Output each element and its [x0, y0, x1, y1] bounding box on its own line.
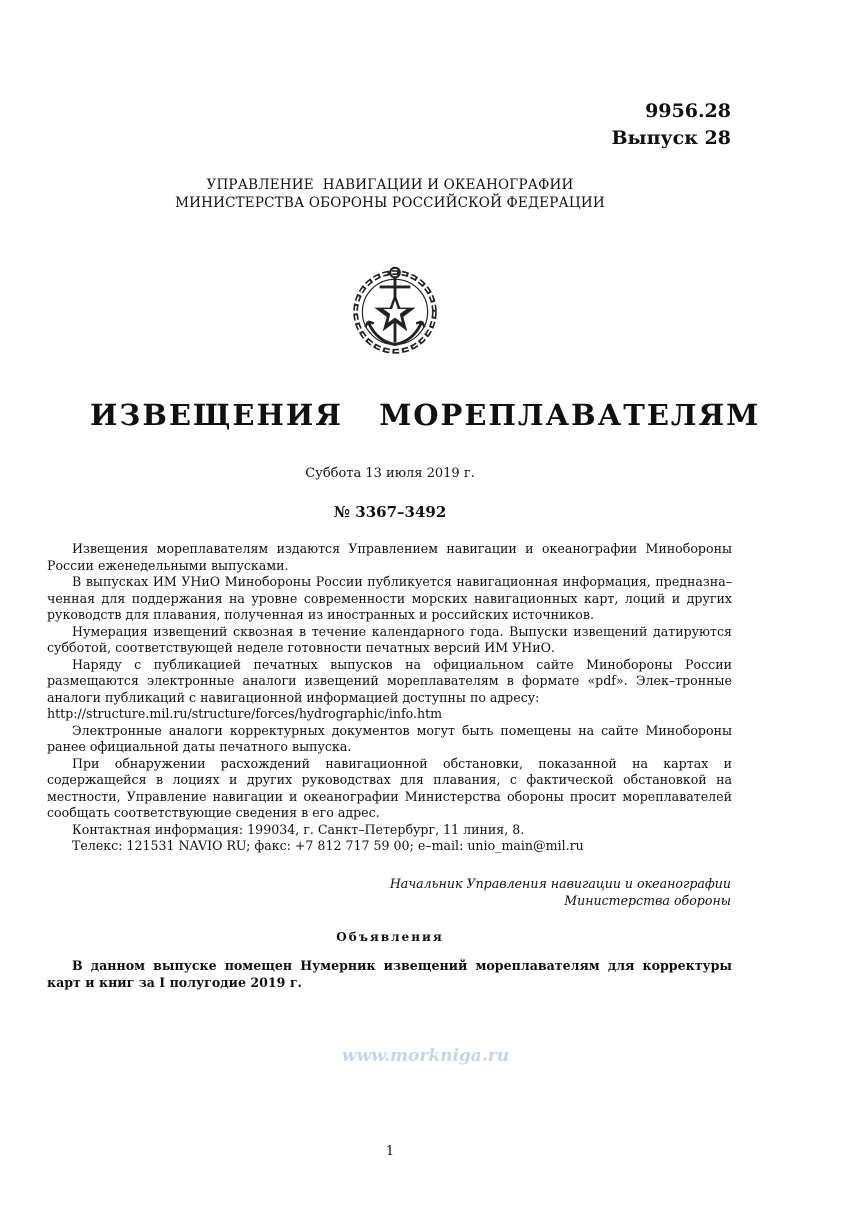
- telex-fax-email: Телекс: 121531 NAVIO RU; факс: +7 812 717 59 00; e–mail: unio_main@mil.ru: [72, 838, 584, 853]
- intro-paragraph-3: Нумерация извещений сквозная в течение календарного года. Выпуски извещений датируются субботой, соответствующей неделе готовности печатных версий ИМ УНиО.: [47, 623, 732, 655]
- intro-paragraph-2: В выпусках ИМ УНиО Минобороны России публикуется навигационная информация, предназна–ченная для поддержания на уровне современности морских навигационных карт, лоций и других руководств для плавания, полученная из иностранных и российских источников.: [47, 574, 732, 622]
- intro-paragraph-6: При обнаружении расхождений навигационной обстановки, показанной на картах и содержащейся в лоциях и других руководствах для плавания, с фактической обстановкой на местности, Управление навигации и океанографии Министерства обороны просит мореплавателей сообщать соответствующие сведения в его адрес.: [47, 755, 732, 820]
- agency-name-line2: МИНИСТЕРСТВА ОБОРОНЫ РОССИЙСКОЙ ФЕДЕРАЦИИ: [175, 195, 605, 211]
- page-title: ИЗВЕЩЕНИЯ МОРЕПЛАВАТЕЛЯМ: [90, 398, 761, 432]
- issue-date: Суббота 13 июля 2019 г.: [305, 466, 475, 481]
- intro-paragraph-5: Электронные аналоги корректурных документов могут быть помещены на сайте Минобороны ранее официальной даты печатного выпуска.: [47, 722, 732, 754]
- contact-info: Контактная информация: 199034, г. Санкт–Петербург, 11 линия, 8.: [72, 821, 525, 837]
- anchor-star-chain-emblem-icon: [347, 262, 443, 358]
- intro-paragraph-4: Наряду с публикацией печатных выпусков на официальном сайте Минобороны России размещаются электронные аналоги извещений мореплавателям в формате «pdf». Элек–тронные аналоги публикаций с навигационной информацией доступны по адресу:: [47, 656, 732, 705]
- signature-line2: Министерства обороны: [564, 893, 731, 908]
- notice-number-range: № 3367–3492: [333, 503, 447, 521]
- page-number: 1: [385, 1144, 395, 1159]
- document-code: 9956.28: [645, 100, 731, 122]
- agency-name-line1: УПРАВЛЕНИЕ НАВИГАЦИИ И ОКЕАНОГРАФИИ: [206, 177, 574, 193]
- website-url[interactable]: http://structure.mil.ru/structure/forces/hydrographic/info.htm: [47, 706, 443, 721]
- issue-number: Выпуск 28: [611, 127, 731, 149]
- announcements-heading: Объявления: [336, 930, 444, 944]
- watermark: www.morkniga.ru: [341, 1046, 510, 1066]
- announcements-text: [47, 957, 732, 991]
- signature-line1: Начальник Управления навигации и океанографии: [389, 876, 731, 891]
- intro-text: [47, 541, 732, 855]
- intro-paragraph-1: Извещения мореплавателям издаются Управлением навигации и океанографии Минобороны России еженедельными выпусками.: [47, 541, 732, 573]
- announcement-paragraph: В данном выпуске помещен Нумерник извещений мореплавателям для корректуры карт и книг за I полугодие 2019 г.: [47, 958, 732, 990]
